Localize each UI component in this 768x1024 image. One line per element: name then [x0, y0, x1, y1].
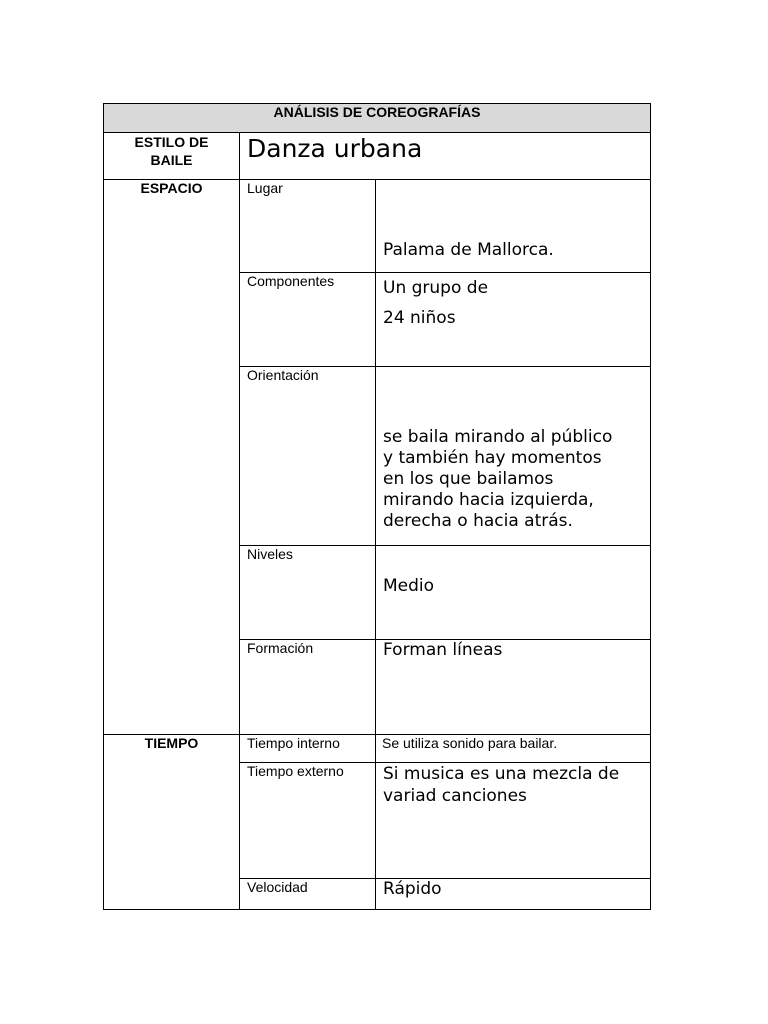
orientacion-value-line: y también hay momentos [383, 448, 602, 468]
componentes-label: Componentes [240, 273, 376, 367]
niveles-value [376, 546, 651, 640]
title-row [104, 104, 651, 133]
formacion-label: Formación [240, 640, 376, 735]
tiempo-label: TIEMPO [104, 735, 240, 910]
table-title: ANÁLISIS DE COREOGRAFÍAS [104, 104, 651, 133]
formacion-value [376, 640, 651, 735]
velocidad-value [376, 879, 651, 910]
tiempo-externo-value [376, 763, 651, 879]
orientacion-value-line: mirando hacia izquierda, [383, 490, 594, 510]
estilo-label-line2: BAILE [150, 152, 193, 168]
velocidad-value-line: Rápido [383, 879, 442, 899]
niveles-label: Niveles [240, 546, 376, 640]
estilo-label [104, 133, 240, 180]
orientacion-value-line: se baila mirando al público [383, 427, 613, 447]
tiempo-interno-label: Tiempo interno [240, 735, 376, 763]
tiempo-externo-value-line: Si musica es una mezcla de [383, 764, 620, 784]
componentes-value-line: 24 niños [383, 308, 456, 328]
lugar-label: Lugar [240, 180, 376, 273]
estilo-value: Danza urbana [240, 133, 651, 180]
tiempo-row-interno [104, 735, 651, 763]
tiempo-externo-value-line: variad canciones [383, 786, 527, 806]
niveles-value-line: Medio [383, 576, 435, 596]
estilo-row [104, 133, 651, 180]
tiempo-externo-label: Tiempo externo [240, 763, 376, 879]
orientacion-value-line: en los que bailamos [383, 469, 554, 489]
tiempo-interno-value [376, 735, 651, 763]
componentes-value [376, 273, 651, 367]
orientacion-value [376, 367, 651, 546]
estilo-label-line1: ESTILO DE [134, 134, 209, 150]
lugar-value-line: Palama de Mallorca. [383, 240, 554, 260]
velocidad-label: Velocidad [240, 879, 376, 910]
tiempo-interno-value-line: Se utiliza sonido para bailar. [382, 735, 558, 751]
espacio-label: ESPACIO [104, 180, 240, 735]
componentes-value-line: Un grupo de [383, 278, 489, 298]
choreography-analysis-table [103, 103, 651, 910]
espacio-row-lugar [104, 180, 651, 273]
formacion-value-line: Forman líneas [383, 640, 503, 660]
orientacion-label: Orientación [240, 367, 376, 546]
orientacion-value-line: derecha o hacia atrás. [383, 511, 573, 531]
lugar-value [376, 180, 651, 273]
